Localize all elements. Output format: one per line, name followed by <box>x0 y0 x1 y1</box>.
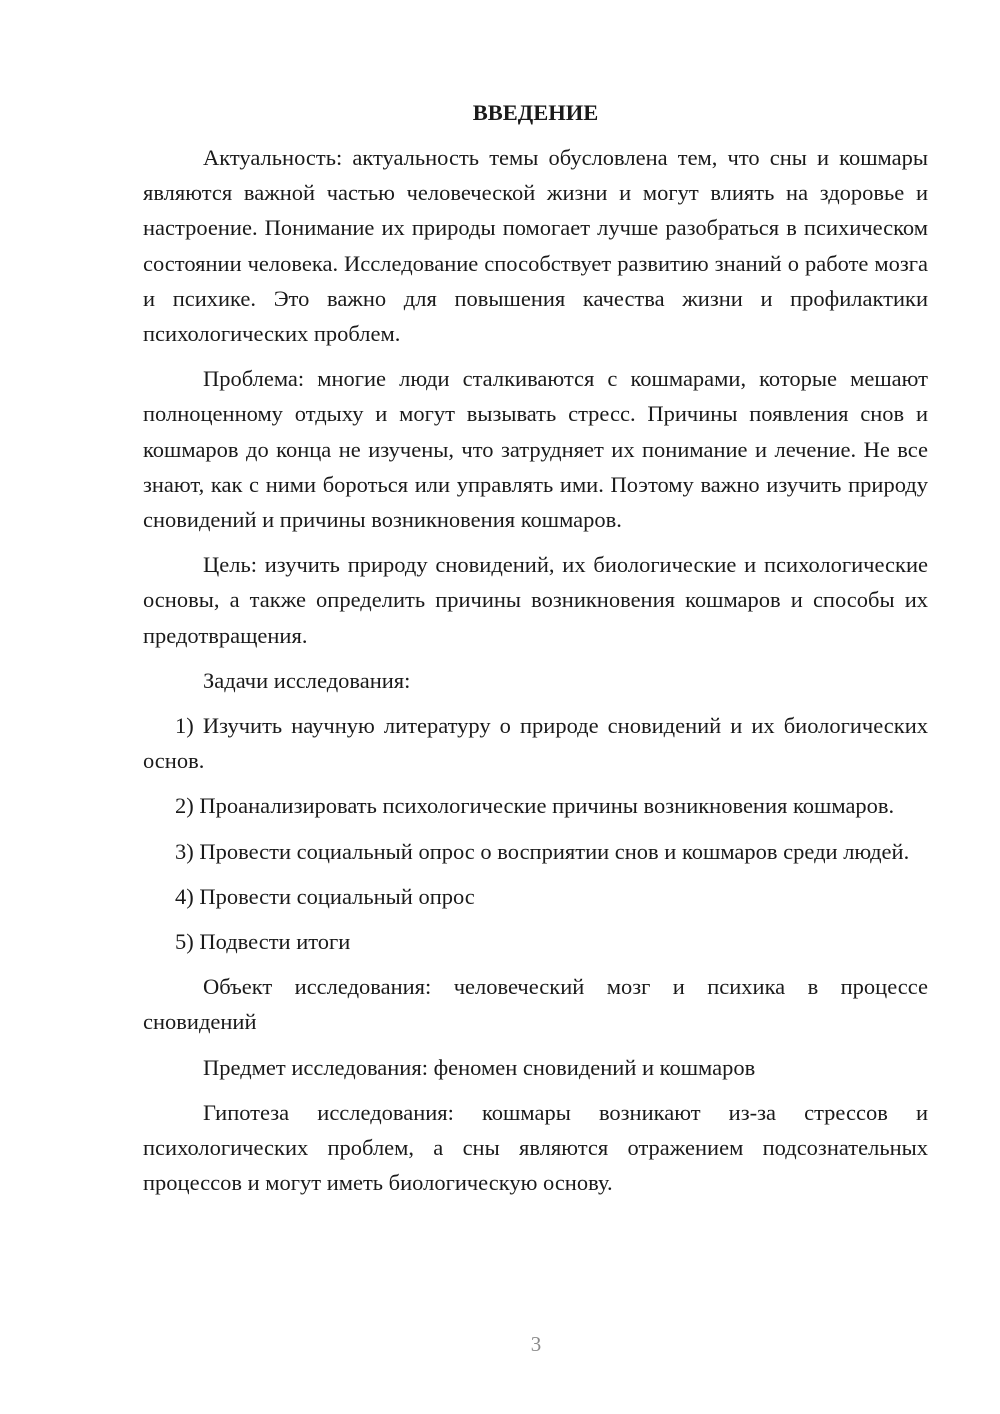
task-item-2: 2) Проанализировать психологические причины возникновения кошмаров. <box>175 793 895 819</box>
paragraph-goal: Цель: изучить природу сновидений, их биологические и психологические основы, а также определить причины возникновения кошмаров и способы их предотвращения. <box>143 552 928 648</box>
task-item-1: 1) Изучить научную литературу о природе сновидений и их биологических основ. <box>143 713 928 774</box>
page-number: 3 <box>530 1332 542 1356</box>
paragraph-object: Объект исследования: человеческий мозг и психика в процессе сновидений <box>143 974 928 1035</box>
task-item-4: 4) Провести социальный опрос <box>175 883 475 909</box>
paragraph-problem: Проблема: многие люди сталкиваются с кошмарами, которые мешают полноценному отдыху и могут вызывать стресс. Причины появления снов и кошмаров до конца не изучены, что затрудняет их понимание и лечение. Не все знают, как с ними бороться или управлять ими. Поэтому важно изучить природу сновидений и причины возникновения кошмаров. <box>143 366 928 533</box>
paragraph-hypothesis: Гипотеза исследования: кошмары возникают из-за стрессов и психологических проблем, а сны являются отражением подсознательных процессов и могут иметь биологическую основу. <box>143 1099 928 1196</box>
document-page <box>143 95 928 1200</box>
paragraph-subject: Предмет исследования: феномен сновидений и кошмаров <box>203 1054 756 1080</box>
paragraph-tasks-heading: Задачи исследования: <box>203 667 411 693</box>
section-title: ВВЕДЕНИЕ <box>472 100 599 125</box>
task-item-5: 5) Подвести итоги <box>175 929 351 955</box>
paragraph-relevance: Актуальность: актуальность темы обусловлена тем, что сны и кошмары являются важной частью человеческой жизни и могут влиять на здоровье и настроение. Понимание их природы помогает лучше разобраться в психическом состоянии человека. Исследование способствует развитию знаний о работе мозга и психике. Это важно для повышения качества жизни и профилактики психологических проблем. <box>143 145 928 347</box>
task-item-3: 3) Провести социальный опрос о восприятии снов и кошмаров среди людей. <box>175 838 910 864</box>
